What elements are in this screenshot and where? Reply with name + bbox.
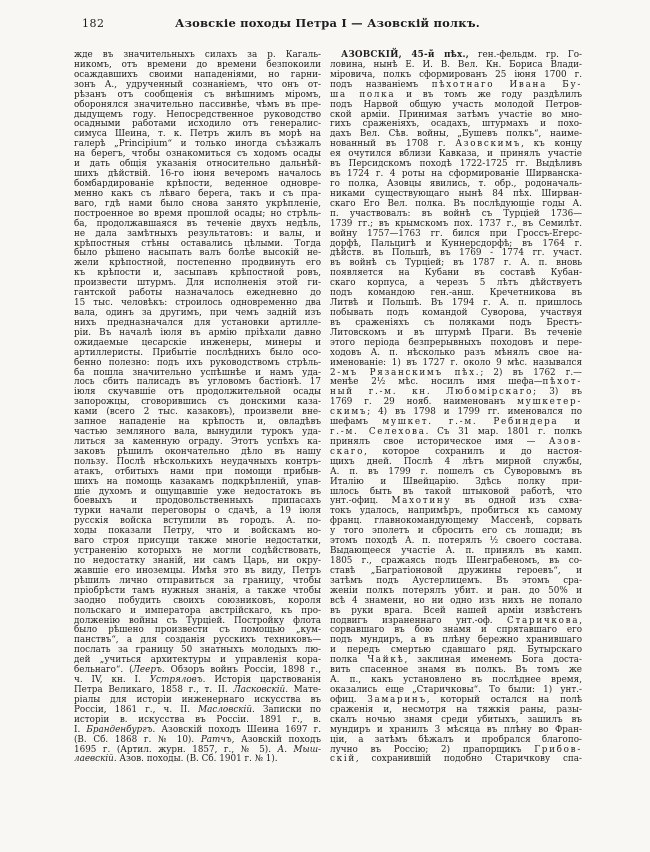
text-run: вала, одинъ за другимъ, при чемъ задній изъ: [74, 307, 321, 318]
text-run: ставѣ „Багратіоновой дружины героевъ“, и: [330, 565, 582, 576]
text-run: Россіи, 1861 г., ч. II.: [74, 704, 199, 715]
text-run: зонъ А., удрученный сознаніемъ, что онъ от-: [74, 79, 321, 90]
text-run: Записки по: [254, 704, 321, 715]
text-run: именованіе: 1) въ 1727 г. около 9 мѣс. назывался: [330, 357, 582, 368]
spaced-run: мушкет. г.-м. Ребиндера и: [382, 417, 582, 428]
text-run: Исторія царствованія: [205, 675, 321, 686]
text-run: заодно побудить своихъ союзниковъ, короля: [74, 595, 321, 606]
bold-run: АЗОВСКІЙ, 45-й пѣх.,: [341, 50, 469, 60]
italic-run: лаевскій.: [74, 754, 117, 765]
text-run: мундиръ и хранилъ 3 мѣсяца въ плѣну во Фран-: [330, 724, 582, 735]
text-run: сорвавшаго въ бою знамя и спрятавшаго его: [330, 625, 582, 636]
text-run: запорожцы, сговорившись съ донскими каза-: [74, 397, 321, 408]
text-run: ч. IV, кн. I.: [74, 675, 150, 686]
spaced-run: пѣхот-: [542, 377, 582, 388]
text-run: шіе духомъ и ощущавшіе уже недостатокъ въ: [74, 486, 321, 497]
text-run: I.: [74, 724, 87, 735]
spaced-run: Чайкѣ: [367, 655, 405, 666]
text-run: п. участвовалъ: въ войнѣ съ Турціей 1736—: [330, 208, 582, 219]
text-run: ба пошла значительно успѣшнѣе и намъ уда-: [74, 367, 321, 378]
text-run: 1695 г. (Артил. журн. 1857, г., № 5).: [74, 744, 278, 755]
text-run: жавшіе его иноземцы. Имѣя это въ виду, Петръ: [74, 565, 321, 576]
text-run: Мате-: [288, 685, 321, 695]
text-run: подъ названіемъ: [330, 79, 432, 90]
text-run: шихъ дѣйствій. 16-го іюня вечеромъ началось: [74, 169, 321, 180]
text-run: дахъ Вел. Сѣв. войны, „Бушевъ полкъ“, наиме-: [330, 129, 582, 140]
text-run: 1769 г. 29 нояб. наименованъ: [330, 397, 518, 408]
spaced-run: 2-мъ Рязанскимъ пѣх.: [330, 367, 481, 378]
text-run: щихъ дней. Послѣ 4 лѣтъ мирной службы,: [330, 456, 582, 467]
text-run: и въ томъ же году раздѣлилъ: [395, 89, 583, 100]
italic-run: А. Мыш-: [277, 744, 321, 755]
italic-run: Лееръ.: [132, 665, 165, 676]
text-run: Выдающееся участіе А. п. принялъ въ камп.: [330, 546, 582, 557]
text-columns: [74, 51, 582, 765]
text-run: появляется на Кубани въ составѣ Кубан-: [330, 268, 582, 279]
text-run: нихъ предназначался для установки артилле-: [74, 317, 321, 328]
text-run: Обзоръ войнъ Россіи, 1898 г.,: [164, 665, 322, 676]
text-run: гантской работы назначалось ежедневно до: [74, 288, 321, 299]
text-run: долженію войны съ Турціей. Постройку флота: [74, 615, 321, 626]
text-run: ваго, гдѣ нами было снова занято укрѣпленіе,: [74, 198, 321, 209]
text-run: ходы показали Петру, что и войскамъ но-: [74, 526, 321, 537]
text-run: литься за каменную ограду. Этотъ успѣхъ ка-: [74, 436, 321, 447]
text-run: осаждавшихъ своими нападеніями, но гарни-: [74, 69, 321, 80]
text-run: ; 3) въ: [533, 387, 582, 398]
text-run: менно какъ съ лѣваго берега, такъ и съ пра-: [74, 188, 321, 199]
running-title: Азовскіе походы Петра I — Азовскій полкъ.: [175, 16, 480, 30]
text-run: шефамъ: [330, 417, 383, 428]
text-run: войну 1757—1763 гг. бился при Гроссъ-Егерс-: [330, 228, 582, 239]
text-run: бомбардированіе крѣпости, веденное одновре-: [74, 178, 321, 189]
text-run: въ одной изъ схва-: [451, 496, 582, 507]
text-run: въ войнѣ съ Турціей; въ 1787 г. А. п. вновь: [330, 258, 582, 269]
text-run: ея очутился вблизи Кавказа, и принялъ участіе: [330, 149, 582, 160]
text-run: пріобрѣсти тамъ нужныя знанія, а также чтобы: [74, 585, 321, 596]
text-run: панствъ“, а для созданія русскихъ техниковъ—: [74, 635, 321, 646]
text-run: , сохранившій подобно Старичкову спа-: [355, 754, 582, 765]
text-run: боевыхъ и продовольственныхъ припасахъ: [74, 496, 321, 507]
spaced-run: мушкетер-: [517, 397, 582, 408]
text-run: оказались еще „Старичковы“. То были: 1) унт.-: [330, 685, 582, 695]
text-run: устраненію которыхъ не могли содѣйствовать,: [74, 546, 321, 557]
text-run: жели крѣпостной, постепенно продвинуть его: [74, 258, 321, 269]
text-run: подъ командою ген.-анш. Кречетникова въ: [330, 288, 582, 299]
text-line: [74, 755, 321, 765]
spaced-run: г.-м. Селехова: [330, 427, 426, 438]
text-run: заковъ рѣшилъ окончательно дѣло въ нашу: [74, 446, 321, 457]
text-run: этомъ походѣ А. п. потерялъ ½ своего состава.: [330, 536, 582, 547]
text-run: симуса Шеина, т. к. Петръ жилъ въ морѣ на: [74, 129, 321, 140]
text-run: дѣйств. въ Польшѣ, въ 1769 - 1774 гг. участ.: [330, 248, 582, 259]
text-run: , которое сохранилъ и до настоя-: [364, 446, 582, 457]
text-run: ожидаемые цесарскіе инженеры, минеры и: [74, 337, 321, 348]
spaced-run: Азовскимъ: [455, 139, 522, 150]
spaced-run: ша полка: [330, 89, 396, 100]
italic-run: Бранденбургъ.: [86, 724, 156, 735]
text-run: офиц.: [330, 694, 368, 705]
text-run: Италію и Швейцарію. Здѣсь полку при-: [330, 476, 582, 487]
text-run: дей „учиться архитектуры и управленія кора-: [74, 655, 321, 666]
text-run: гихъ сраженіяхъ, осадахъ, штурмахъ и похо-: [330, 119, 582, 130]
text-run: осадными работами исходило отъ генералис-: [74, 119, 321, 130]
text-run: въ руки врага. Всей нашей арміи извѣстенъ: [330, 605, 582, 616]
text-run: франц. главнокомандующему Массенѣ, сорвать: [330, 516, 582, 527]
text-run: построенное во время прошлой осады; но стрѣль-: [74, 208, 321, 219]
italic-run: Масловскій.: [198, 704, 255, 715]
spaced-run: скимъ: [330, 407, 368, 418]
text-run: 1805 г., сражаясь подъ Шенграбеномъ, въ со-: [330, 556, 582, 567]
text-run: . Съ 31 мар. 1801 г. полкъ: [425, 427, 582, 438]
spaced-run: Грибов-: [534, 744, 582, 755]
text-run: жде въ значительныхъ силахъ за р. Кагаль-: [74, 50, 321, 60]
text-run: А. п., какъ установлено въ послѣднее время,: [330, 675, 582, 686]
text-run: А. п. въ 1799 г. пошелъ съ Суворовымъ въ: [330, 466, 582, 477]
text-run: въ сраженіяхъ съ поляками подъ Брестъ-: [330, 317, 582, 328]
text-run: никами существующаго нынѣ 84 пѣх. Ширван-: [330, 188, 582, 199]
text-run: лось сбить палисадъ въ угловомъ бастіонѣ. 17: [74, 377, 321, 388]
text-run: ба, продолжавшаяся въ теченіе двухъ недѣль,: [74, 218, 321, 229]
text-run: произвести штурмъ. Для исполненія этой ги-: [74, 278, 321, 289]
text-run: рѣшилъ лично отправиться за границу, чтобы: [74, 575, 321, 586]
text-run: токъ удалось, напримѣръ, пробиться къ самому: [330, 506, 582, 517]
text-run: ками (всего 2 тыс. казаковъ), произвели вне-: [74, 407, 321, 418]
text-run: менѣе 2½ мѣс. носилъ имя шефа—: [330, 377, 543, 388]
italic-run: Ласковскій.: [233, 685, 288, 695]
text-run: турки начали переговоры о сдачѣ, а 19 іюля: [74, 506, 321, 517]
text-run: ловина, нынѣ Е. И. В. Вел. Кн. Бориса Влади-: [330, 59, 582, 70]
text-run: затѣмъ подъ Аустерлицемъ. Въ этомъ сра-: [330, 575, 582, 586]
text-run: (В. Сб. 1868 г. № 10).: [74, 734, 201, 745]
text-run: Литовскомъ и въ штурмѣ Праги. Въ теченіе: [330, 327, 582, 338]
text-run: ваго строя присущи также многіе недостатки,: [74, 536, 321, 547]
text-run: побывать подъ командой Суворова, участвуя: [330, 307, 582, 318]
text-run: 1739 гг.; въ крымскомъ пох. 1737 г., въ Семилѣт.: [330, 218, 582, 229]
text-line: [330, 755, 582, 765]
text-run: было рѣшено насыпать валъ болѣе высокій не-: [74, 248, 321, 259]
text-run: исторіи в. искусства въ Россіи. 1891 г., в.: [74, 714, 321, 725]
text-run: на берегъ, чтобы ознакомиться съ ходомъ осады: [74, 149, 321, 160]
text-run: бельнаго“. (: [74, 665, 133, 676]
text-run: ціи, а затѣмъ бѣжалъ и пробрался благопо-: [330, 734, 582, 745]
text-run: ріи. Въ началѣ іюля въ армію пріѣхали давно: [74, 327, 321, 338]
text-run: Петра Великаго, 1858 г., т. II.: [74, 685, 234, 695]
text-run: ской арміи. Принимая затѣмъ участіе во мно-: [330, 109, 582, 120]
italic-run: Устряловъ.: [149, 675, 206, 686]
text-run: Азовскій походъ Шеина 1697 г.: [155, 724, 321, 735]
text-run: скаго Его Вел. полка. Въ послѣдующіе годы А.: [330, 198, 582, 209]
text-run: принялъ свое историческое имя —: [330, 436, 549, 447]
text-run: Литвѣ и Польшѣ. Въ 1794 г. А. п. пришлось: [330, 298, 582, 309]
text-run: всѣ 4 знамени, но ни одно изъ нихъ не попало: [330, 595, 582, 606]
text-run: къ крѣпости и, засыпавъ крѣпостной ровъ,: [74, 268, 321, 279]
text-run: міровича, полкъ сформированъ 25 іюня 1700 г.: [330, 69, 582, 80]
text-run: запное нападеніе на крѣпость и, овладѣвъ: [74, 417, 321, 428]
text-run: ріалы для исторіи инженернаго искусства въ: [74, 694, 321, 705]
spaced-run: ный г.-м. кн. Любомірскаго: [330, 387, 534, 398]
text-run: въ 1724 г. 4 роты на сформированіе Ширванска-: [330, 169, 582, 180]
text-run: атакъ, отбитыхъ нами при помощи прибыв-: [74, 466, 321, 477]
text-run: 15 тыс. человѣкъ: строилось одновременно два: [74, 298, 321, 309]
right-column: [330, 51, 582, 765]
spaced-run: Махотину: [391, 496, 452, 507]
italic-run: Ратчъ,: [200, 734, 235, 745]
text-run: дорфѣ, Пальцигѣ и Куннерсдорфѣ; въ 1764 г.: [330, 238, 582, 249]
text-run: скалъ ночью знамя среди убитыхъ, зашилъ въ: [330, 714, 582, 725]
text-run: полка: [330, 655, 368, 666]
text-run: го полка, Азовцы явились, т. обр., родоначаль-: [330, 178, 582, 189]
text-run: послать за границу 50 знатныхъ молодыхъ лю-: [74, 645, 321, 656]
page-number: 182: [82, 17, 105, 30]
text-run: сраженія и, несмотря на тяжкія раны, разы-: [330, 704, 582, 715]
spaced-run: Старичкова: [507, 615, 580, 626]
text-run: артиллеристы. Прибытіе послѣднихъ было осо-: [74, 347, 321, 358]
text-run: подвигъ израненнаго унт.-оф.: [330, 615, 508, 626]
text-run: унт.-офиц.: [330, 496, 392, 507]
text-run: подъ мундиръ, а въ плѣну бережно хранившаго: [330, 635, 582, 646]
text-run: никомъ, отъ времени до времени безпокоили: [74, 59, 321, 70]
text-run: , къ концу: [521, 139, 582, 150]
text-run: въ Персидскомъ походѣ 1722-1725 гг. Выдѣливъ: [330, 159, 582, 170]
text-run: и дать общія указанія относительно дальнѣй-: [74, 159, 321, 170]
text-run: бенно полезно: подъ ихъ руководствомъ стрѣль-: [74, 357, 321, 368]
text-run: оборонялся значительно пассивнѣе, чѣмъ въ пре-: [74, 99, 321, 110]
text-run: вить спасенное знамя въ полкъ. Въ томъ же: [330, 665, 582, 676]
text-run: было рѣшено произвести съ помощью „кум-: [74, 625, 321, 636]
spaced-run: Замаринъ: [367, 694, 427, 705]
text-run: лучно въ Россію; 2) прапорщикъ: [330, 744, 535, 755]
text-run: по недостатку знаній, ни самъ Царь, ни окру-: [74, 556, 321, 567]
text-run: скаго корпуса, а черезъ 5 лѣтъ дѣйствуетъ: [330, 278, 582, 289]
text-run: галерѣ „Principium“ и только иногда съѣзжалъ: [74, 139, 321, 150]
spaced-run: пѣхотнаго Ивана Бу-: [431, 79, 582, 90]
text-run: крѣпостныя стѣны оставались цѣлыми. Тогда: [74, 238, 321, 249]
spaced-run: скій: [330, 754, 356, 765]
text-run: не дала замѣтныхъ результатовъ: и валы, и: [74, 228, 321, 239]
spaced-run: Азов-: [548, 436, 582, 447]
text-run: , заклиная именемъ Бога доста-: [404, 655, 582, 666]
text-run: женіи полкъ потерялъ убит. и ран. до 50% и: [330, 585, 582, 596]
left-column: [74, 51, 321, 765]
text-run: этого періода безпрерывныхъ походовъ и пере-: [330, 337, 582, 348]
text-run: шлось быть въ такой штыковой работѣ, что: [330, 486, 582, 497]
text-run: русскія войска вступили въ городъ. А. по-: [74, 516, 321, 527]
text-run: и передъ смертью сдавшаго ряд. Бутырскаго: [330, 645, 582, 656]
text-run: ген.-фельдм. гр. Го-: [468, 50, 582, 60]
text-run: дыдущемъ году. Непосредственное руководство: [74, 109, 321, 120]
text-run: Азов. походы. (В. Сб. 1901 г. № 1).: [116, 754, 278, 765]
text-run: іюля скучавшіе отъ продолжительной осады: [74, 387, 321, 398]
spaced-run: скаго: [330, 446, 365, 457]
text-run: у того эполетъ и сбросить его съ лошади; въ: [330, 526, 582, 537]
text-run: ходовъ А. п. нѣсколько разъ мѣнялъ свое на-: [330, 347, 582, 358]
text-run: нованный въ 1708 г.: [330, 139, 456, 150]
text-run: ; 4) въ 1798 и 1799 гг. именовался по: [367, 407, 582, 418]
text-run: Азовскій походъ: [234, 734, 321, 745]
text-run: , который остался на полѣ: [426, 694, 583, 705]
text-run: рѣзанъ отъ сообщенія съ внѣшнимъ міромъ,: [74, 89, 321, 100]
text-run: шихъ на помощь казакамъ подкрѣпленій, упав-: [74, 476, 321, 487]
text-run: ; 2) въ 1762 г.—: [480, 367, 582, 378]
text-run: ,: [579, 615, 582, 626]
text-run: подъ Нарвой общую участь молодой Петров-: [330, 99, 582, 110]
text-run: пользу. Послѣ нѣсколькихъ неудачныхъ контръ-: [74, 456, 321, 467]
text-run: польскаго и императора австрійскаго, къ про-: [74, 605, 321, 616]
text-run: частью земляного вала, вынудили турокъ уда-: [74, 427, 321, 438]
